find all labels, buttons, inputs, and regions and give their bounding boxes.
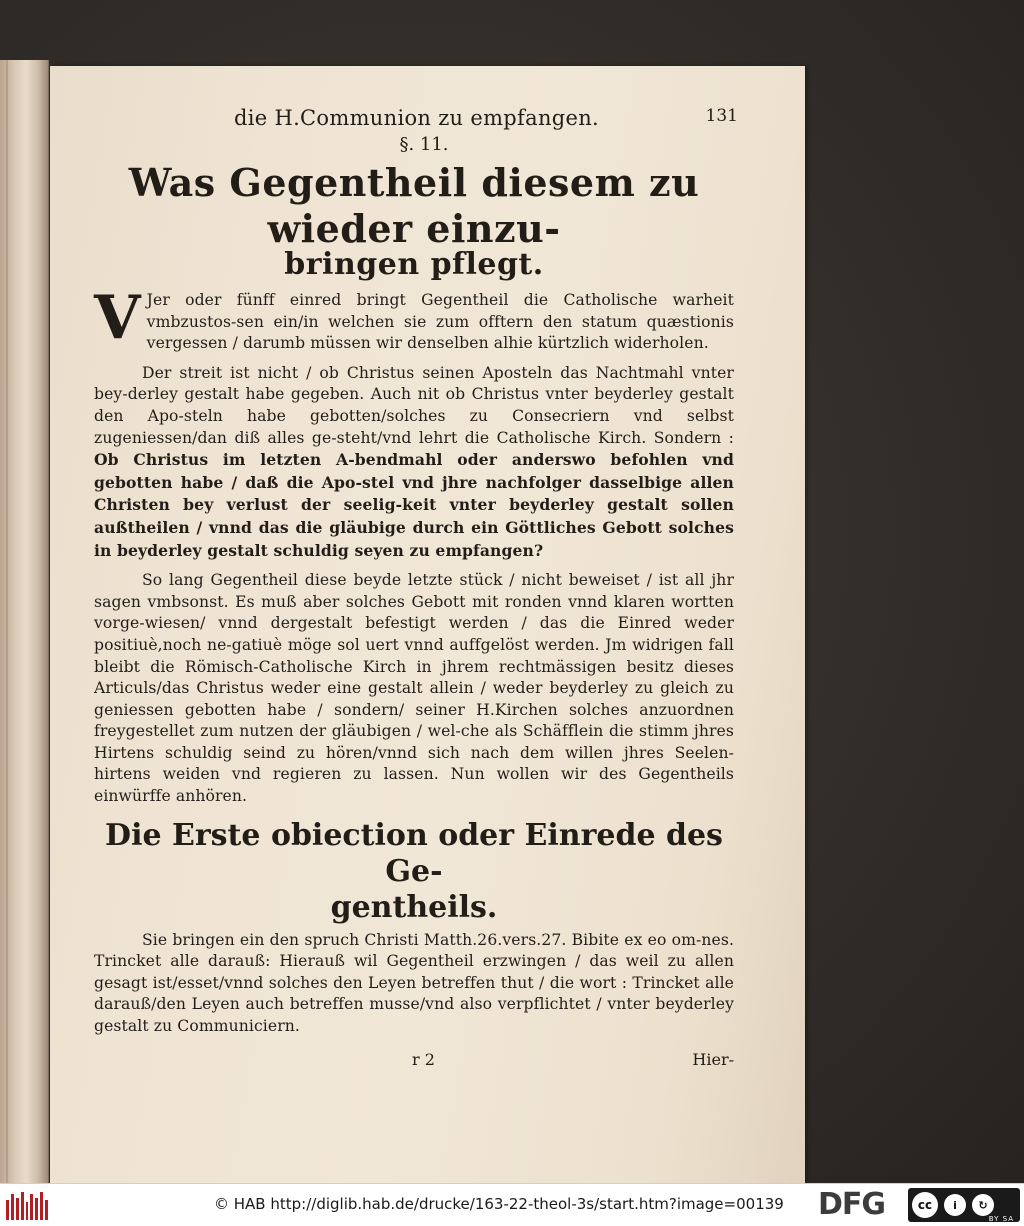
drop-cap: V [94, 283, 141, 353]
signature-mark: r 2 [412, 1049, 435, 1069]
catchword: Hier- [692, 1049, 734, 1069]
paragraph-2 [94, 363, 734, 562]
page-foot [94, 1046, 734, 1076]
section-mark: §. 11. [399, 134, 449, 155]
page-number: 131 [705, 106, 738, 126]
hab-logo-icon[interactable] [6, 1190, 48, 1220]
paragraph-2-emphasis: Ob Christus im letzten A-bendmahl oder anderswo befohlen vnd gebotten habe / daß die Apo-stel vnd jhre nachfolger dasselbige allen Christen bey verlust der seelig-keit vnter beyderley gestalt sollen außtheilen / vnnd das die gläubige durch ein Göttliches Gebott solches in beyderley gestalt schuldig seyen zu empfangen? [94, 450, 734, 560]
sa-icon: ↻ [972, 1194, 994, 1216]
by-icon: i [944, 1194, 966, 1216]
license-tag: BY SA [988, 1215, 1014, 1223]
section-heading [94, 160, 734, 282]
dfg-logo[interactable]: DFG [818, 1187, 886, 1222]
cc-icon: cc [912, 1192, 938, 1218]
subheading-line1: Die Erste obiection oder Einrede des Ge- [105, 817, 723, 889]
running-head [94, 106, 738, 140]
page-text-block [94, 106, 738, 1076]
paragraph-3: So lang Gegentheil diese beyde letzte stück / nicht beweiset / ist all jhr sagen vmbsonst. Es muß aber solches Gebott mit ronden vnnd klaren wortten vorge-wiesen/ vnnd dergestalt befestigt werden / das die Einred weder positiuè,noch ne-gatiuè möge sol uert vnnd auffgelöst werden. Jm widrigen fall bleibt die Römisch-Catholische Kirch in jhrem rechtmässigen besitz dieses Articuls/das Christus weder eine gestalt allein / weder beyderley zu gleich zu geniessen gebotten habe / sondern/ seiner H.Kirchen solches anzuordnen freygestellet zum nutzen der gläubigen / wel-che als Schäfflein die stimm jhres Hirtens schuldig seind zu hören/vnnd sich nach dem willen jhres Seelen-hirtens weiden vnd regieren zu lassen. Nun wollen wir des Gegentheils einwürffe anhören. [94, 571, 734, 806]
book-page [50, 66, 805, 1183]
paragraph-1 [94, 283, 734, 355]
subheading [94, 818, 734, 926]
copyright-link[interactable]: © HAB http://diglib.hab.de/drucke/163-22-theol-3s/start.htm?image=00139 [214, 1195, 784, 1213]
running-title: die H.Communion zu empfangen. [234, 106, 600, 130]
section-heading-line1: Was Gegentheil diesem zu wieder einzu- [128, 160, 700, 251]
paragraph-4: Sie bringen ein den spruch Christi Matth.26.vers.27. Bibite ex eo om-nes. Trincket alle darauß: Hierauß wil Gegentheil erzwingen / das weil zu allen gesagt ist/esset/vnnd solches den Leyen betreffen thut / die wort : Trincket alle darauß/den Leyen auch betreffen musse/vnd also verpflichtet / vnter beyderley gestalt zu Communiciern. [94, 930, 734, 1036]
book-spine-edge [0, 60, 49, 1183]
paragraph-1-text: Jer oder fünff einred bringt Gegentheil die Catholische warheit vmbzustos-sen ein/in welchen sie zum offtern den statum quæstionis vergessen / darumb müssen wir denselben alhie kürtzlich widerholen. [146, 291, 734, 353]
section-heading-line2: bringen pflegt. [284, 247, 544, 282]
subheading-line2: gentheils. [330, 889, 498, 925]
cc-license-badge[interactable] [908, 1188, 1020, 1222]
paragraph-2-text: Der streit ist nicht / ob Christus seinen Aposteln das Nachtmahl vnter bey-derley gestalt habe gegeben. Auch nit ob Christus vnter beyderley gestalt den Apo-steln habe gebotten/solches zu Consecriern vnd selbst zugeniessen/dan diß alles ge-steht/vnd lehrt die Catholische Kirch. Sondern : [94, 363, 734, 447]
viewer-footer [0, 1183, 1024, 1226]
